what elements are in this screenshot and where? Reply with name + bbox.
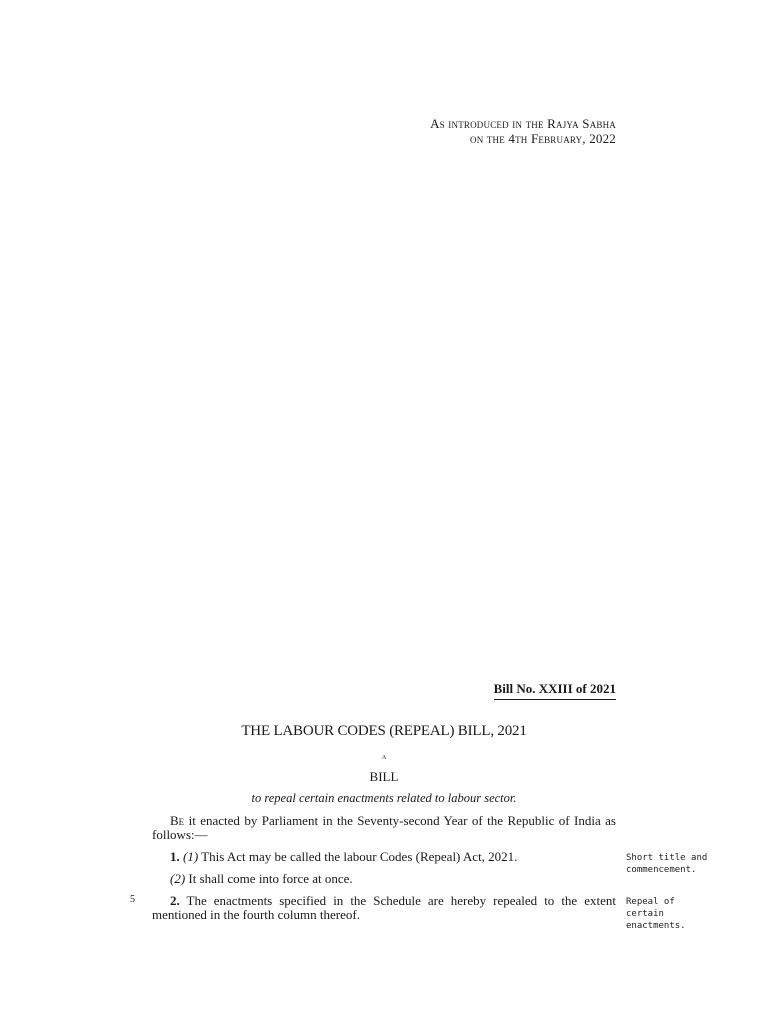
bill-number: Bill No. XXIII of 2021 bbox=[494, 681, 616, 700]
introduction-note-line2: on the 4th February, 2022 bbox=[470, 131, 616, 146]
section-1-number: 1. bbox=[170, 849, 180, 864]
margin-note-repeal: Repeal of certain enactments. bbox=[626, 897, 686, 931]
section-1-sub-1-label: (1) bbox=[183, 849, 199, 864]
bill-word: BILL bbox=[369, 769, 399, 784]
section-2 bbox=[152, 894, 616, 922]
bill-subtitle: to repeal certain enactments related to labour sector. bbox=[251, 791, 517, 805]
section-2-text: The enactments specified in the Schedule are hereby repealed to the extent mentioned in the fourth column thereof. bbox=[152, 893, 616, 922]
enacting-clause-text: it enacted by Parliament in the Seventy-second Year of the Republic of India as follows:— bbox=[152, 813, 616, 842]
introduction-note-line1: As introduced in the Rajya Sabha bbox=[430, 116, 616, 131]
section-1-sub-2 bbox=[152, 872, 616, 886]
bill-title: THE LABOUR CODES (REPEAL) BILL, 2021 bbox=[241, 723, 527, 739]
section-1-sub-1 bbox=[152, 850, 616, 864]
enacting-clause-lead: Be bbox=[170, 813, 185, 828]
margin-note-short-title: Short title and commencement. bbox=[626, 853, 708, 875]
line-number: 5 bbox=[130, 894, 135, 905]
article-a: a bbox=[381, 751, 387, 761]
section-1-sub-2-label: (2) bbox=[170, 871, 186, 886]
section-1-sub-1-text: This Act may be called the labour Codes (Repeal) Act, 2021. bbox=[198, 849, 518, 864]
enacting-clause bbox=[152, 814, 616, 842]
section-1-sub-2-text: It shall come into force at once. bbox=[185, 871, 353, 886]
section-2-number: 2. bbox=[170, 893, 180, 908]
